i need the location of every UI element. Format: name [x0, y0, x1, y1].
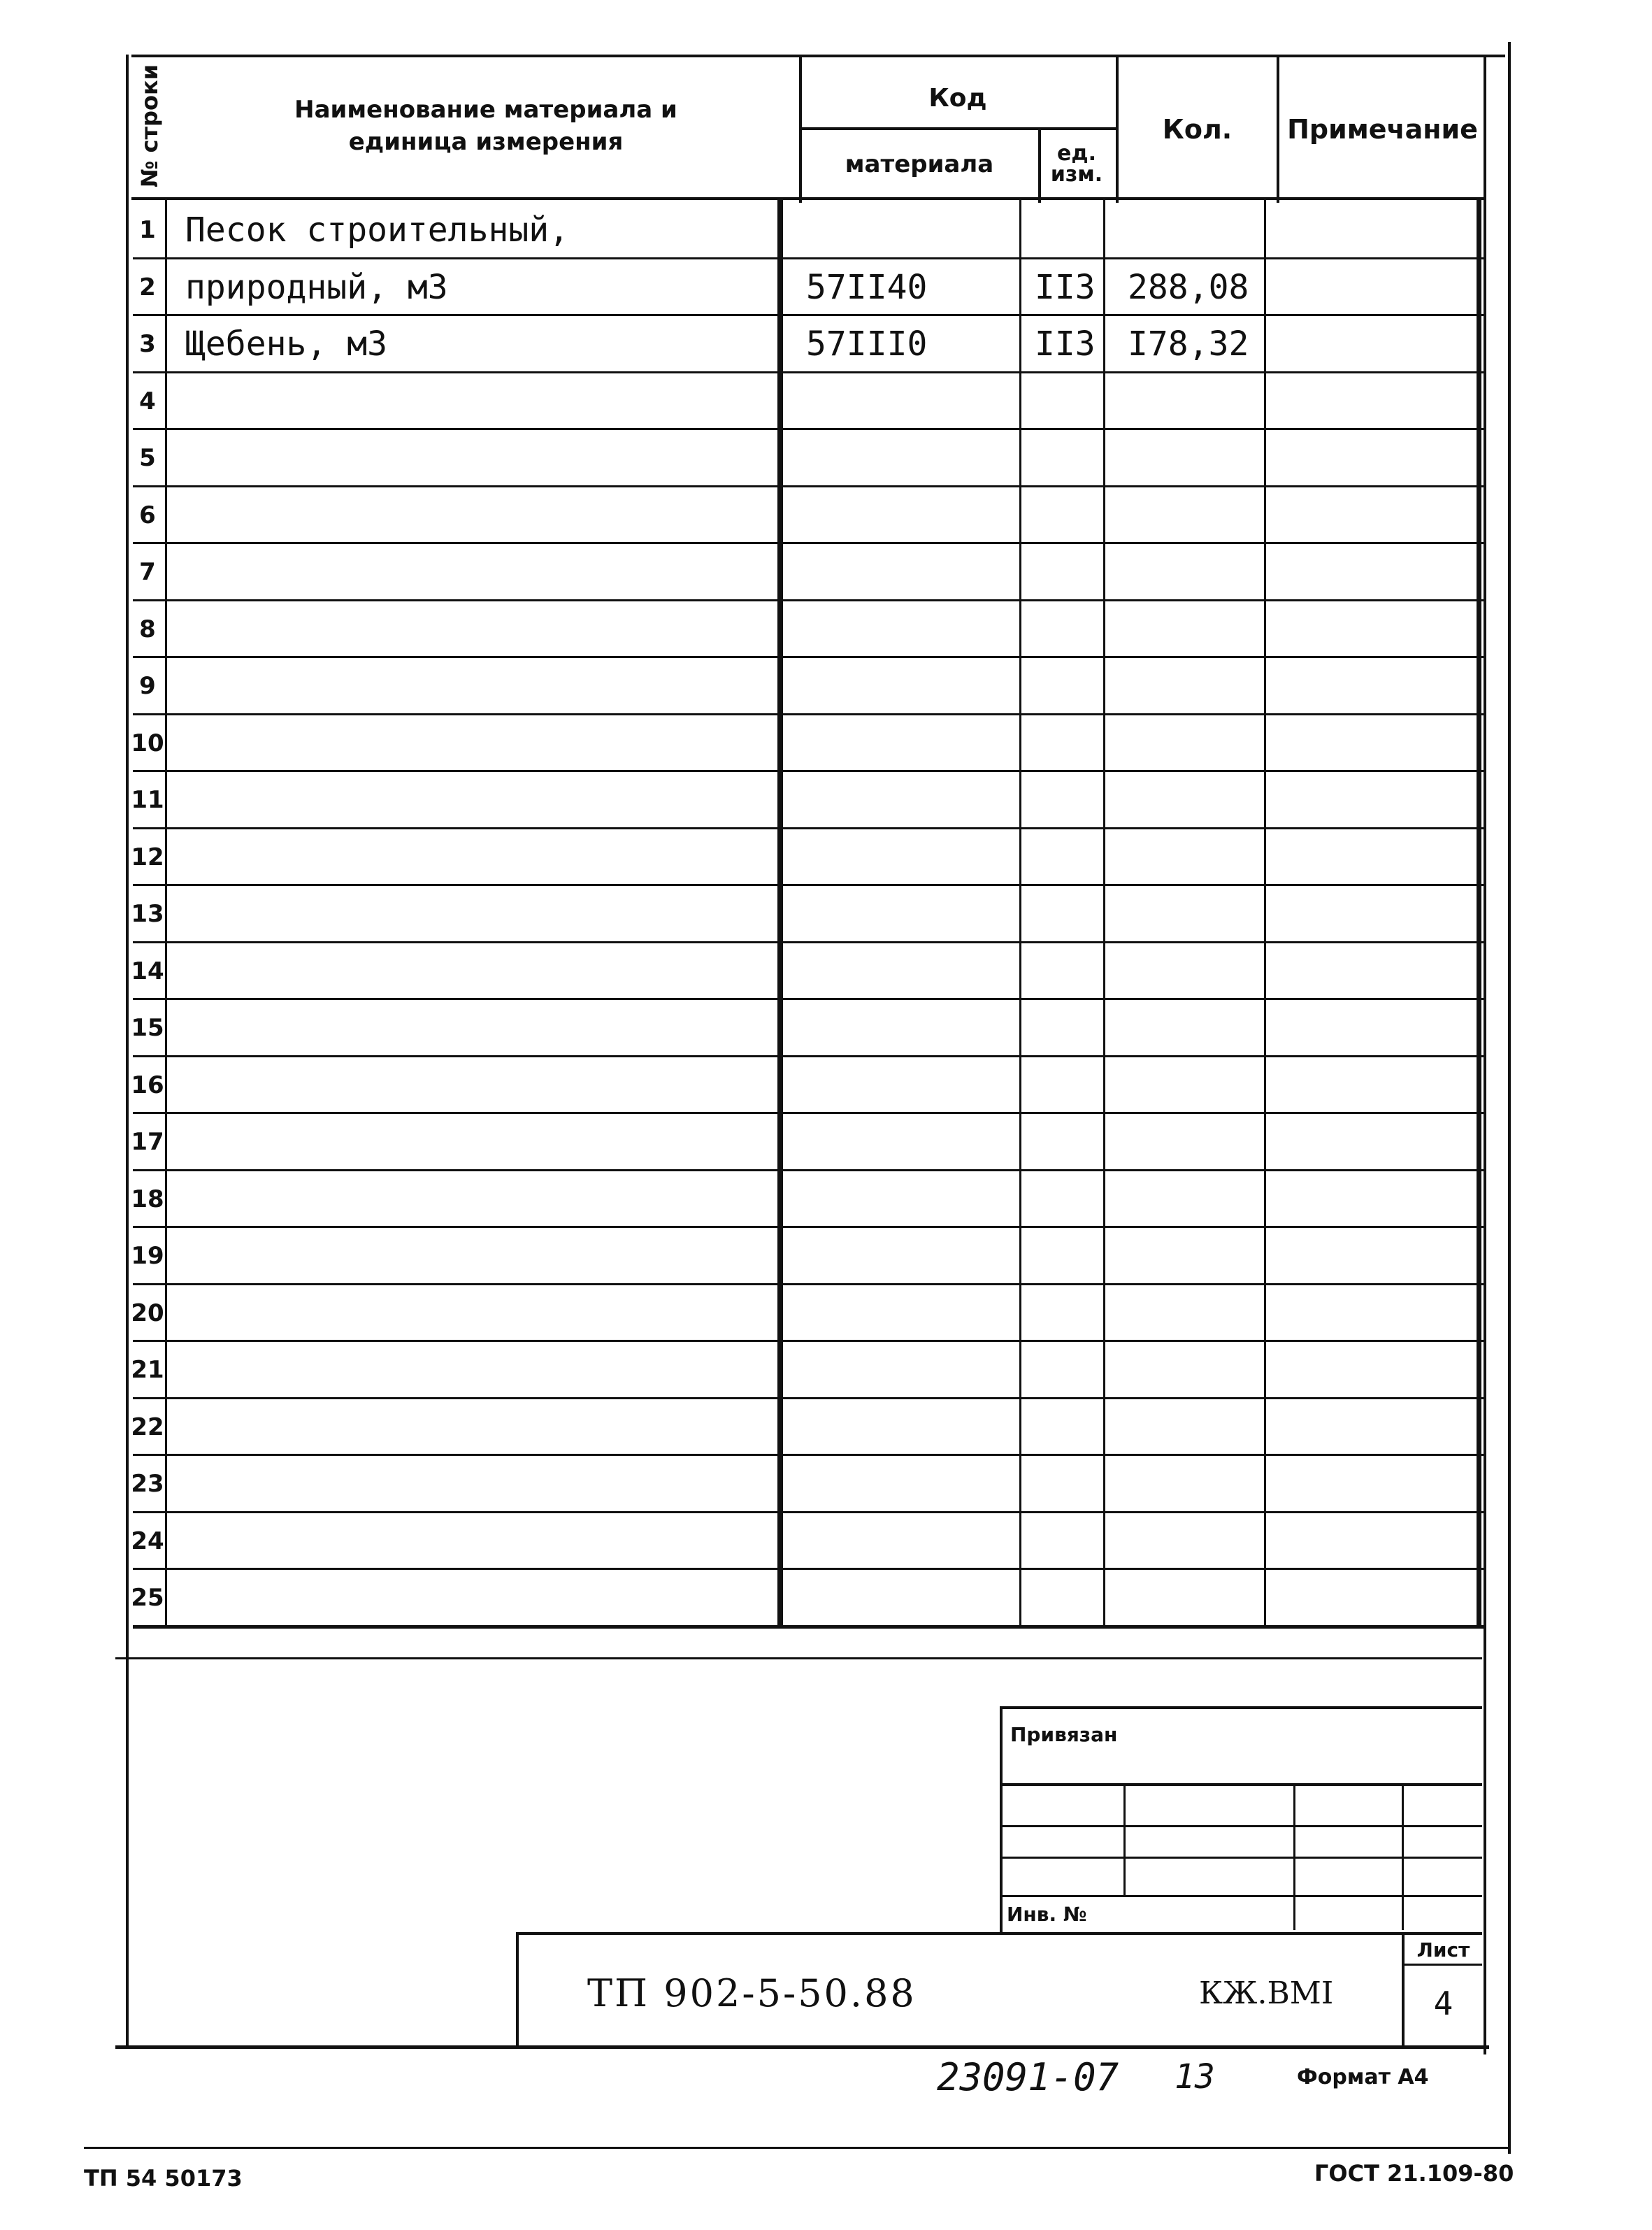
material-code-cell [806, 1569, 1016, 1627]
material-code-cell [806, 1513, 1016, 1570]
note-cell [1278, 601, 1480, 658]
note-cell [1278, 1227, 1480, 1285]
unit-code-cell [1035, 201, 1101, 259]
unit-code-cell [1035, 487, 1101, 544]
row-number: 18 [131, 1185, 164, 1213]
note-cell [1278, 1285, 1480, 1342]
unit-code-cell [1035, 1113, 1101, 1171]
header-row-no [131, 56, 168, 196]
quantity-cell [1128, 487, 1260, 544]
material-name-cell [185, 657, 775, 715]
unit-code-cell [1035, 771, 1101, 829]
note-cell [1278, 373, 1480, 430]
row-number: 22 [131, 1413, 164, 1441]
note-cell [1278, 429, 1480, 487]
unit-code-cell [1035, 943, 1101, 1000]
material-code-cell [806, 715, 1016, 772]
unit-code-cell [1035, 1455, 1101, 1513]
unit-code-cell [1035, 657, 1101, 715]
rowno-vline [165, 199, 167, 1627]
quantity-cell [1128, 657, 1260, 715]
quantity-cell [1128, 1455, 1260, 1513]
quantity-cell: 288,08 [1128, 268, 1249, 307]
header-code-divider [802, 127, 1116, 130]
material-name-cell [185, 487, 775, 544]
header-vline-note [1277, 56, 1279, 203]
material-code-cell [806, 1341, 1016, 1399]
row-number: 20 [131, 1299, 164, 1327]
row-number: 2 [139, 273, 156, 301]
quantity-cell [1128, 999, 1260, 1057]
material-code-cell [806, 657, 1016, 715]
quantity-cell [1128, 715, 1260, 772]
material-name-cell [185, 601, 775, 658]
note-cell [1278, 1057, 1480, 1114]
bound-line4 [1001, 1895, 1482, 1897]
material-name-cell [185, 1057, 775, 1114]
header-name-line1: Наименование материала и [294, 96, 677, 124]
quantity-cell [1128, 1227, 1260, 1285]
name-code-vline [777, 199, 783, 1627]
unit-code-cell [1035, 1513, 1101, 1570]
row-number: 17 [131, 1128, 164, 1156]
note-cell [1278, 1171, 1480, 1228]
unit-code-cell [1035, 1171, 1101, 1228]
header-unit-line1: ед. [1057, 141, 1096, 166]
material-name-cell [185, 1171, 775, 1228]
stamp-inv-label: Инв. № [1007, 1903, 1087, 1926]
material-code-cell [806, 771, 1016, 829]
material-code-cell [806, 429, 1016, 487]
unit-code-cell [1035, 601, 1101, 658]
header-name-line2: единица измерения [348, 128, 624, 156]
bound-left [1000, 1706, 1003, 1934]
quantity-cell [1128, 885, 1260, 943]
material-name-cell [185, 543, 775, 601]
footer-archive-number: 23091-07 [937, 2054, 1119, 2099]
row-number: 13 [131, 900, 164, 928]
row-number: 3 [139, 330, 156, 358]
material-name-cell [185, 1285, 775, 1342]
material-name-cell [185, 829, 775, 886]
note-cell [1278, 1113, 1480, 1171]
row-number: 19 [131, 1242, 164, 1270]
note-cell [1278, 885, 1480, 943]
quantity-cell [1128, 1113, 1260, 1171]
row-number: 14 [131, 957, 164, 985]
frame-left [126, 55, 129, 2049]
material-name-cell: природный, м3 [185, 268, 448, 307]
quantity-cell [1128, 1341, 1260, 1399]
material-name-cell [185, 999, 775, 1057]
stamp-top-line [115, 1657, 1482, 1659]
sheet-left [1402, 1932, 1405, 2047]
stamp-bound-label: Привязан [1010, 1722, 1118, 1746]
bound-line1 [1001, 1783, 1482, 1786]
note-cell [1278, 543, 1480, 601]
quantity-cell [1128, 1057, 1260, 1114]
sheet-divider [1403, 1964, 1482, 1966]
material-name-cell [185, 1455, 775, 1513]
note-cell [1278, 1569, 1480, 1627]
note-cell [1278, 715, 1480, 772]
row-number: 10 [131, 729, 164, 757]
material-name-cell [185, 429, 775, 487]
unit-code-cell [1035, 1399, 1101, 1456]
quantity-cell: I78,32 [1128, 324, 1249, 364]
row-number: 11 [131, 786, 164, 814]
stamp-section: КЖ.ВМI [1199, 1975, 1334, 2011]
material-name-cell [185, 1227, 775, 1285]
frame-right-inner [1484, 55, 1486, 2054]
row-number: 12 [131, 843, 164, 871]
title-left [516, 1932, 519, 2047]
unit-code-cell [1035, 543, 1101, 601]
header-vline-qty [1116, 56, 1119, 203]
unit-code-cell [1035, 715, 1101, 772]
stamp-sheet-number: 4 [1433, 1985, 1453, 2022]
unit-code-cell [1035, 1057, 1101, 1114]
header-unit [1038, 133, 1115, 196]
title-top [517, 1932, 1482, 1935]
quantity-cell [1128, 1399, 1260, 1456]
unit-code-cell [1035, 1227, 1101, 1285]
unit-code-cell: II3 [1035, 324, 1096, 364]
material-code-cell [806, 1113, 1016, 1171]
quantity-cell [1128, 601, 1260, 658]
unit-code-cell: II3 [1035, 268, 1096, 307]
unit-code-cell [1035, 1341, 1101, 1399]
material-code-cell [806, 1171, 1016, 1228]
row-number: 25 [131, 1584, 164, 1612]
footer-rule [84, 2147, 1510, 2149]
footer-page-number: 13 [1175, 2057, 1215, 2096]
row-number: 21 [131, 1356, 164, 1384]
row-number: 4 [139, 387, 156, 415]
footer-left-code: ТП 54 50173 [84, 2165, 243, 2192]
row-number: 9 [139, 672, 156, 700]
material-name-cell: Песок строительный, [185, 210, 570, 250]
note-cell [1278, 1399, 1480, 1456]
quantity-cell [1128, 429, 1260, 487]
note-cell [1278, 259, 1480, 316]
header-material: материала [845, 150, 994, 178]
note-cell [1278, 1341, 1480, 1399]
row-number: 15 [131, 1014, 164, 1042]
row-number: 7 [139, 558, 156, 586]
stamp-sheet-label: Лист [1416, 1938, 1470, 1961]
header-vline-name [799, 56, 802, 203]
header-vline-unit [1038, 127, 1041, 203]
unit-code-cell [1035, 373, 1101, 430]
header-qty: Кол. [1162, 114, 1233, 145]
header-unit-line2: изм. [1050, 162, 1103, 187]
qty-vline [1103, 199, 1105, 1627]
note-cell [1278, 315, 1480, 373]
frame-top [131, 55, 1505, 57]
note-cell [1278, 657, 1480, 715]
material-code-cell [806, 1399, 1016, 1456]
quantity-cell [1128, 771, 1260, 829]
unit-code-cell [1035, 829, 1101, 886]
material-name-cell [185, 1569, 775, 1627]
material-code-cell [806, 885, 1016, 943]
footer-format: Формат А4 [1297, 2064, 1429, 2089]
unit-code-cell [1035, 1569, 1101, 1627]
quantity-cell [1128, 1171, 1260, 1228]
row-number: 5 [139, 444, 156, 472]
right-vline [1477, 199, 1481, 1627]
note-cell [1278, 1455, 1480, 1513]
header-name [171, 70, 800, 182]
quantity-cell [1128, 1569, 1260, 1627]
bound-vline1 [1123, 1785, 1126, 1895]
note-cell [1278, 771, 1480, 829]
material-code-cell [806, 373, 1016, 430]
material-name-cell [185, 943, 775, 1000]
note-cell [1278, 487, 1480, 544]
note-cell [1278, 1513, 1480, 1570]
bound-line2 [1001, 1825, 1482, 1827]
bound-line3 [1001, 1857, 1482, 1859]
material-name-cell [185, 715, 775, 772]
material-code-cell [806, 543, 1016, 601]
row-number: 8 [139, 615, 156, 643]
material-code-cell [806, 1285, 1016, 1342]
unit-vline [1019, 199, 1021, 1627]
header-bottom-line [131, 197, 1486, 200]
material-code-cell: 57II40 [806, 268, 928, 307]
note-cell [1278, 201, 1480, 259]
material-name-cell [185, 1513, 775, 1570]
row-number: 16 [131, 1071, 164, 1099]
note-vline [1264, 199, 1266, 1627]
unit-code-cell [1035, 429, 1101, 487]
quantity-cell [1128, 201, 1260, 259]
material-name-cell [185, 1113, 775, 1171]
material-code-cell [806, 1057, 1016, 1114]
material-name-cell: Щебень, м3 [185, 324, 387, 364]
quantity-cell [1128, 1513, 1260, 1570]
material-name-cell [185, 1399, 775, 1456]
unit-code-cell [1035, 885, 1101, 943]
quantity-cell [1128, 829, 1260, 886]
material-name-cell [185, 373, 775, 430]
material-code-cell [806, 1455, 1016, 1513]
unit-code-cell [1035, 1285, 1101, 1342]
material-name-cell [185, 771, 775, 829]
quantity-cell [1128, 373, 1260, 430]
note-cell [1278, 999, 1480, 1057]
note-cell [1278, 943, 1480, 1000]
material-code-cell [806, 829, 1016, 886]
material-code-cell [806, 1227, 1016, 1285]
unit-code-cell [1035, 999, 1101, 1057]
frame-right-outer [1508, 42, 1511, 2154]
header-note: Примечание [1287, 114, 1478, 145]
header-row-no-text: № строки [136, 64, 163, 188]
bound-vline2 [1293, 1785, 1295, 1930]
material-name-cell [185, 885, 775, 943]
material-code-cell: 57III0 [806, 324, 928, 364]
header-code: Код [928, 83, 987, 113]
material-code-cell [806, 999, 1016, 1057]
bound-top [1001, 1706, 1482, 1709]
material-code-cell [806, 601, 1016, 658]
quantity-cell [1128, 543, 1260, 601]
material-code-cell [806, 943, 1016, 1000]
material-code-cell [806, 201, 1016, 259]
bound-vline3 [1402, 1785, 1404, 1930]
material-code-cell [806, 487, 1016, 544]
stamp-doc-code: ТП 902-5-50.88 [587, 1971, 917, 2015]
row-number: 23 [131, 1470, 164, 1498]
note-cell [1278, 829, 1480, 886]
row-number: 1 [139, 216, 156, 244]
row-number: 6 [139, 501, 156, 529]
material-name-cell [185, 1341, 775, 1399]
footer-gost: ГОСТ 21.109-80 [1314, 2160, 1514, 2187]
frame-bottom [115, 2045, 1489, 2049]
quantity-cell [1128, 943, 1260, 1000]
row-number: 24 [131, 1527, 164, 1555]
quantity-cell [1128, 1285, 1260, 1342]
